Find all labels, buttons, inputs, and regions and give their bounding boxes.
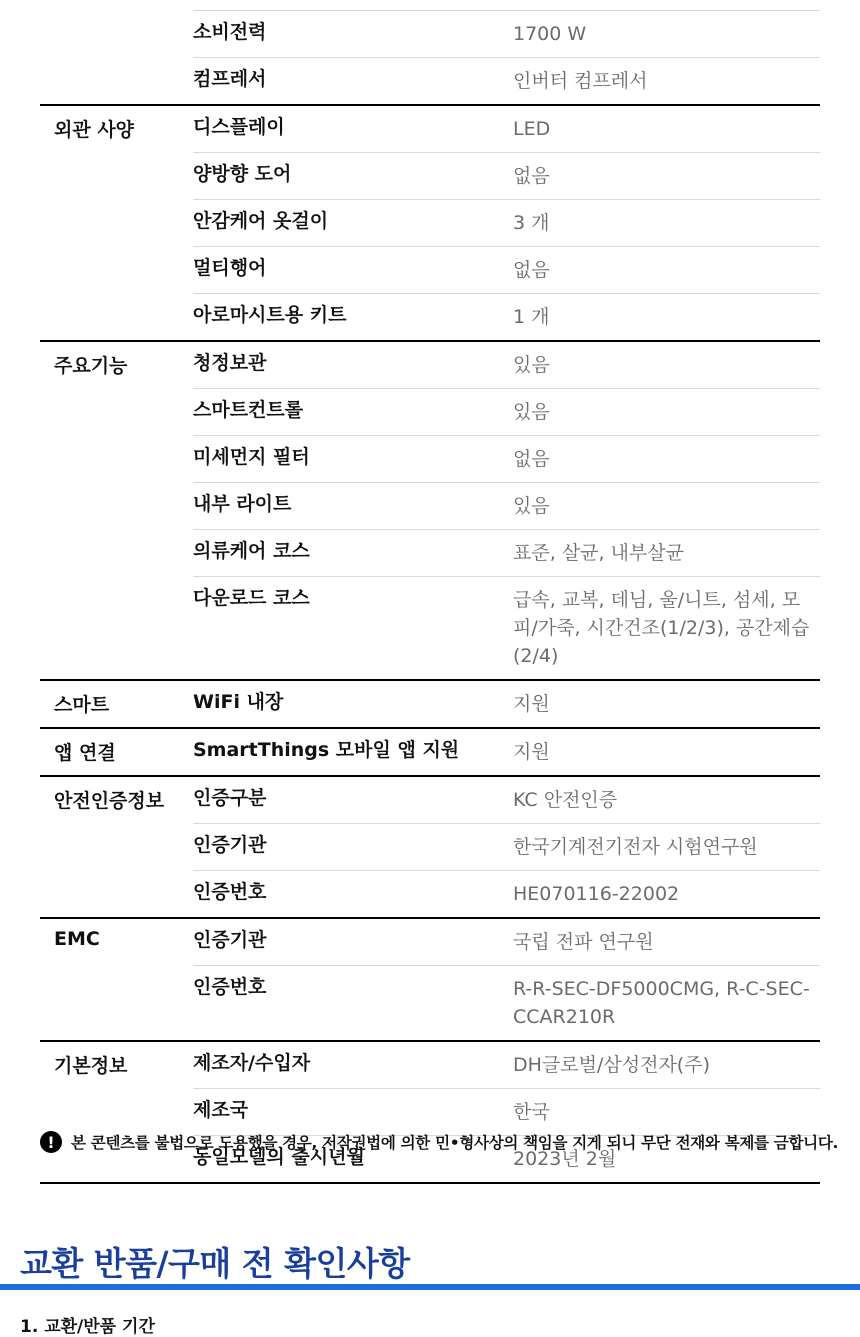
spec-value: 1700 W [513,23,587,45]
spec-row [193,530,820,577]
spec-row [193,0,820,11]
spec-group-name: 외관 사양 [54,119,135,141]
spec-key: 청정보관 [193,352,267,374]
spec-group-name: EMC [54,928,100,950]
spec-value: 1 개 [513,306,550,328]
spec-key: 아로마시트용 키트 [193,304,347,326]
spec-row [193,777,820,824]
spec-value: 있음 [513,354,550,376]
spec-key: 멀티행어 [193,257,267,279]
copyright-notice [40,1131,838,1153]
spec-key: 인증번호 [193,976,267,998]
spec-value: KC 안전인증 [513,789,618,811]
spec-group-name: 기본정보 [54,1055,128,1077]
spec-row [193,58,820,104]
section-title: 교환 반품/구매 전 확인사항 [20,1244,410,1283]
spec-value: 있음 [513,401,550,423]
section-subtitle: 1. 교환/반품 기간 [20,1317,155,1337]
spec-row [193,106,820,153]
spec-key: 제조자/수입자 [193,1052,311,1074]
spec-group [40,729,820,777]
spec-value: LED [513,118,551,140]
spec-row [193,824,820,871]
spec-key: 미세먼지 필터 [193,446,310,468]
spec-row [193,436,820,483]
spec-key: 스마트컨트롤 [193,399,304,421]
spec-row [193,1042,820,1089]
spec-key [193,0,513,10]
spec-row [193,483,820,530]
spec-group [40,106,820,342]
spec-value: 없음 [513,259,550,281]
spec-key: 양방향 도어 [193,163,292,185]
spec-key: 인증기관 [193,834,267,856]
spec-row [193,342,820,389]
spec-key: 인증구분 [193,787,267,809]
spec-key: 디스플레이 [193,116,285,138]
spec-value: R-R-SEC-DF5000CMG, R-C-SEC-CCAR210R [513,978,810,1028]
spec-value: 한국기계전기전자 시험연구원 [513,836,758,858]
spec-key: 인증기관 [193,929,267,951]
section-divider [0,1284,860,1290]
spec-value: HE070116-22002 [513,883,680,905]
spec-row [193,389,820,436]
spec-value: 표준, 살균, 내부살균 [513,542,684,564]
spec-key: 제조국 [193,1099,249,1121]
spec-row [193,577,820,679]
spec-value: 3 개 [513,212,550,234]
spec-key: 소비전력 [193,21,267,43]
spec-key: 동일모델의 출시년월 [193,1146,365,1168]
spec-value: 2023년 2월 [513,1148,617,1170]
spec-key: 컴프레서 [193,68,267,90]
spec-row [193,681,820,727]
spec-group [40,342,820,681]
spec-key: WiFi 내장 [193,691,284,713]
spec-value: 인버터 컴프레서 [513,70,648,92]
spec-row [193,1089,820,1136]
spec-row [193,919,820,966]
spec-row [193,200,820,247]
spec-value: 있음 [513,495,550,517]
spec-group-name: 주요기능 [54,355,128,377]
spec-value [513,0,820,10]
spec-table [40,0,820,1184]
spec-group [40,777,820,919]
spec-group-name: 앱 연결 [54,742,116,764]
spec-value: 급속, 교복, 데님, 울/니트, 섬세, 모피/가죽, 시간건조(1/2/3), 공간제습(2/4) [513,589,810,667]
spec-value: 지원 [513,693,550,715]
spec-key: 다운로드 코스 [193,587,310,609]
spec-group-name: 스마트 [54,694,110,716]
spec-key: 내부 라이트 [193,493,292,515]
spec-row [193,11,820,58]
exclamation-icon: ! [40,1131,62,1153]
spec-row [193,153,820,200]
spec-group [40,0,820,106]
spec-value: 국립 전파 연구원 [513,931,654,953]
spec-group [40,1042,820,1184]
spec-value: 없음 [513,165,550,187]
notice-text: 본 콘텐츠를 불법으로 도용했을 경우, 저작권법에 의한 민•형사상의 책임을 지게 되니 무단 전재와 복제를 금합니다. [71,1134,839,1152]
spec-group-name: 안전인증정보 [54,790,165,812]
spec-group [40,919,820,1042]
spec-key: 의류케어 코스 [193,540,310,562]
spec-group [40,681,820,729]
spec-row [193,294,820,340]
spec-value: 한국 [513,1101,550,1123]
spec-key: SmartThings 모바일 앱 지원 [193,739,460,761]
spec-group-name [40,0,193,104]
spec-key: 인증번호 [193,881,267,903]
spec-value: 지원 [513,741,550,763]
spec-row [193,871,820,917]
spec-row [193,729,820,775]
spec-key: 안감케어 옷걸이 [193,210,329,232]
spec-row [193,247,820,294]
spec-row [193,966,820,1040]
spec-value: 없음 [513,448,550,470]
spec-value: DH글로벌/삼성전자(주) [513,1054,710,1076]
